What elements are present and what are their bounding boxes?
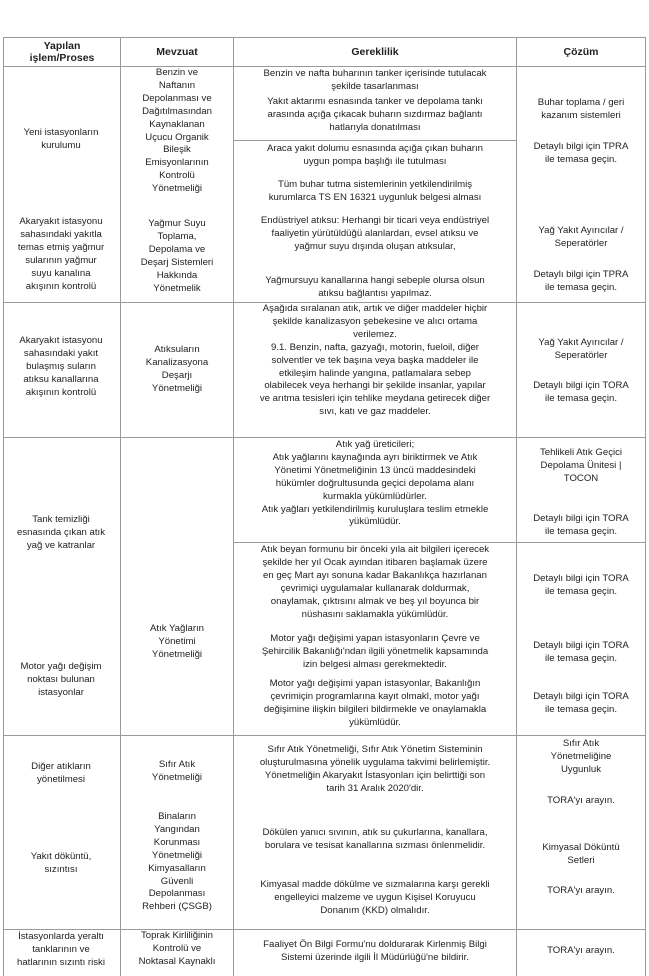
cell-mevzuat-benzin bbox=[142, 67, 212, 196]
text-line: istasyonlar bbox=[38, 686, 84, 698]
text-line: İstasyonlarda yeraltı bbox=[18, 931, 104, 942]
text-line: Yağmur Suyu bbox=[148, 218, 206, 229]
text-line: arasında açığa çıkacak buharın sızdırmaz bağlantı bbox=[267, 108, 483, 120]
text-line: Yağmursuyu kanallarına hangi sebeple olursa olsun bbox=[265, 275, 485, 286]
header-mevzuat: Mevzuat bbox=[156, 46, 198, 58]
cell-cozum-tehlikeli bbox=[540, 447, 622, 486]
text-line: Yağ Yakıt Ayırıcılar / bbox=[538, 337, 624, 348]
text-line: Detaylı bilgi için TPRA bbox=[533, 141, 629, 152]
text-line: Bileşik bbox=[163, 144, 191, 156]
cell-islem-yagmur bbox=[18, 216, 104, 293]
text-line: Sıfır Atık Yönetmeliği, Sıfır Atık Yönetim Sisteminin bbox=[267, 744, 483, 755]
text-line: ile temasa geçin. bbox=[544, 153, 617, 165]
text-line: Motor yağı değişimi yapan istasyonlar, Bakanlığın bbox=[269, 678, 481, 689]
text-line: ile temasa geçin. bbox=[545, 703, 617, 715]
text-line: Güvenli bbox=[160, 875, 194, 887]
text-line: 9.1. Benzin, nafta, gazyağı, motorin, fueloil, diğer bbox=[270, 341, 479, 353]
text-line: Yağ Yakıt Ayırıcılar / bbox=[538, 225, 624, 236]
text-line: hatlarıyla donatılması bbox=[329, 121, 421, 133]
text-line: kurmakla yükümlüdürler. bbox=[323, 490, 427, 502]
regulation-table bbox=[3, 37, 646, 976]
text-line: Uçucu Organik bbox=[145, 131, 209, 143]
text-line: Yönetmeliği bbox=[151, 771, 203, 783]
row-divider bbox=[3, 735, 646, 736]
text-line: Yönetmeliği bbox=[151, 382, 203, 394]
text-line: atıksu kanallarına bbox=[23, 373, 99, 385]
text-line: Yönetmeliğin Akaryakıt İstasyonları için belirttiği son bbox=[264, 769, 486, 781]
text-line: Şehircilik Bakanlığı'ndan ilgili yönetmelik kapsamında bbox=[261, 645, 489, 657]
text-line: Kaynaklanan bbox=[149, 118, 205, 130]
text-line: Buhar toplama / geri bbox=[537, 97, 625, 108]
text-line: faaliyetin yürütüldüğü alanlardan, evsel atıksu ve bbox=[271, 227, 479, 239]
text-line: Seperatörler bbox=[554, 237, 608, 249]
text-line: Benzin ve bbox=[155, 67, 199, 78]
cell-islem-dokuntu bbox=[31, 851, 92, 877]
cell-islem-atiksu bbox=[19, 335, 102, 400]
text-line: Motor yağı değişim bbox=[20, 661, 102, 672]
text-line: Kimyasal madde dökülme ve sızmalarına karşı gerekli bbox=[260, 879, 490, 890]
text-line: Sıfır Atık bbox=[158, 759, 196, 770]
header-cozum: Çözüm bbox=[563, 46, 599, 58]
text-line: Atık yağ üreticileri; bbox=[335, 439, 415, 450]
column-divider bbox=[120, 37, 121, 976]
header-gereklilik: Gereklilik bbox=[351, 46, 399, 58]
text-line: Yönetimi bbox=[158, 635, 196, 647]
cell-cozum-tpra1 bbox=[534, 141, 629, 167]
text-line: uygun pompa başlığı ile tutulması bbox=[303, 155, 447, 167]
text-line: onaylamak, çıktısını almak ve beş yıl boyunca bir bbox=[270, 595, 480, 607]
text-line: Detaylı bilgi için TORA bbox=[533, 573, 629, 584]
cell-gereklilik-r8 bbox=[263, 939, 487, 965]
cell-cozum-tora3 bbox=[533, 573, 629, 599]
text-line: Faaliyet Ön Bilgi Formu'nu doldurarak Kirlenmiş Bilgi bbox=[263, 939, 487, 950]
header-islem-line2: işlem/Proses bbox=[29, 52, 95, 64]
cell-cozum-tora4 bbox=[533, 640, 629, 666]
text-line: Detaylı bilgi için TORA bbox=[533, 691, 629, 702]
text-line: Akaryakıt istasyonu bbox=[19, 335, 103, 346]
text-line: akışının kontrolü bbox=[25, 386, 97, 398]
text-line: ile temasa geçin. bbox=[545, 525, 617, 537]
text-line: Toplama, bbox=[157, 230, 197, 242]
text-line: sızıntısı bbox=[44, 863, 78, 875]
cell-cozum-tora-ara3: TORA'yı arayın. bbox=[547, 945, 615, 956]
cell-cozum-tpra2 bbox=[534, 269, 629, 295]
cell-mevzuat-atik-yag bbox=[150, 623, 204, 662]
text-line: Kimyasal Döküntü bbox=[542, 842, 620, 853]
text-line: Depolama Ünitesi | bbox=[540, 459, 622, 471]
text-line: sıvı, katı ve gaz maddeler. bbox=[319, 406, 431, 418]
header-islem bbox=[4, 38, 120, 66]
row-divider bbox=[3, 929, 646, 930]
text-line: Hakkında bbox=[156, 269, 198, 281]
text-line: Seperatörler bbox=[554, 349, 608, 361]
text-line: Yönetimi Yönetmeliğinin 13 üncü maddesindeki bbox=[274, 464, 476, 476]
text-line: etkileşim halinde yangına, patlamalara sebep bbox=[278, 367, 471, 379]
text-line: sularının yağmur bbox=[25, 254, 97, 266]
column-divider bbox=[516, 37, 517, 976]
text-line: yağ ve katranlar bbox=[26, 539, 96, 551]
text-line: hükümler doğrultusunda geçici depolama alanı bbox=[275, 477, 475, 489]
text-line: borulara ve tesisat kanallarına sızması önlenmelidir. bbox=[264, 839, 486, 851]
cell-islem-motor bbox=[20, 661, 101, 700]
text-line: Naftanın bbox=[158, 79, 196, 91]
cell-mevzuat-binalar bbox=[142, 811, 212, 914]
text-line: yağmur suyu dışında oluşan atıksular, bbox=[294, 240, 456, 252]
text-line: şekilde kanalizasyon şebekesine ve alıcı ortama bbox=[272, 315, 478, 327]
row-divider bbox=[3, 66, 646, 67]
text-line: Yeni istasyonların bbox=[23, 127, 99, 138]
text-line: kazanım sistemleri bbox=[541, 109, 621, 121]
cell-cozum-sifir bbox=[551, 738, 612, 777]
text-line: Kontrolü bbox=[159, 170, 195, 182]
cell-cozum-tora-ara1: TORA'yı arayın. bbox=[547, 795, 615, 806]
cell-gereklilik-r1a bbox=[264, 68, 487, 94]
text-line: Detaylı bilgi için TPRA bbox=[533, 269, 629, 280]
text-line: Depolanması ve bbox=[142, 92, 212, 104]
text-line: Deşarjı bbox=[161, 369, 193, 381]
text-line: şekilde her yıl Ocak ayından itibaren başlamak üzere bbox=[262, 556, 488, 568]
cell-gereklilik-r1b bbox=[267, 96, 483, 135]
text-line: ile temasa geçin. bbox=[545, 652, 617, 664]
cell-gereklilik-r5c bbox=[264, 678, 486, 730]
text-line: Atık Yağların bbox=[149, 623, 205, 634]
text-line: Yönetmeliği bbox=[151, 648, 203, 660]
text-line: engelleyici malzeme ve uygun Kişisel Koruyucu bbox=[274, 891, 476, 903]
text-line: Detaylı bilgi için TORA bbox=[533, 640, 629, 651]
text-line: Tehlikeli Atık Geçici bbox=[539, 447, 623, 458]
text-line: Toprak Kirliliğinin bbox=[141, 930, 213, 941]
column-divider bbox=[645, 37, 646, 976]
text-line: Yönetmelik bbox=[153, 282, 201, 294]
text-line: Detaylı bilgi için TORA bbox=[533, 513, 629, 524]
text-line: atıksu bağlantısı yapılmaz. bbox=[318, 287, 432, 299]
text-line: Detaylı bilgi için TORA bbox=[533, 380, 629, 391]
text-line: olabilecek veya herhangi bir şekilde insanlar, yapılar bbox=[264, 380, 486, 392]
text-line: Diğer atıkların bbox=[31, 761, 91, 772]
text-line: nüshasını saklamakla yükümlüdür. bbox=[301, 608, 449, 620]
text-line: Benzin ve nafta buharının tanker içerisinde tutulacak bbox=[263, 68, 487, 79]
text-line: şekilde tasarlanması bbox=[331, 80, 419, 92]
cell-cozum-tora5 bbox=[533, 691, 629, 717]
cell-gereklilik-r2a bbox=[261, 215, 489, 254]
cell-mevzuat-sifir bbox=[152, 759, 202, 785]
column-divider bbox=[3, 37, 4, 976]
text-line: çevrimiçin programlarına kayıt olmakl, motor yağı bbox=[270, 690, 480, 702]
cell-gereklilik-r2b bbox=[265, 275, 485, 301]
text-line: TOCON bbox=[563, 472, 599, 484]
text-line: Kanalizasyona bbox=[145, 356, 209, 368]
text-line: Uygunluk bbox=[561, 763, 601, 775]
text-line: Depolama ve bbox=[148, 243, 206, 255]
text-line: sahasındaki yakıt bbox=[23, 347, 99, 359]
text-line: Yangından bbox=[154, 823, 200, 835]
text-line: bulaşmış suların bbox=[26, 360, 96, 372]
text-line: Aşağıda sıralanan atık, artık ve diğer maddeler hiçbir bbox=[262, 303, 488, 314]
text-line: Tank temizliği bbox=[32, 514, 90, 525]
text-line: verilemez. bbox=[353, 328, 397, 340]
cell-mevzuat-toprak bbox=[139, 930, 216, 969]
cell-cozum-kimyasal bbox=[542, 842, 619, 868]
text-line: sahasındaki yakıtla bbox=[20, 228, 102, 240]
text-line: Setleri bbox=[567, 854, 595, 866]
text-line: oluşturulmasına yönelik uygulama takvimi belirlemiştir. bbox=[259, 756, 491, 768]
text-line: temas etmiş yağmur bbox=[17, 241, 105, 253]
text-line: ile temasa geçin. bbox=[544, 281, 617, 293]
text-line: çevrimiçi uygulamalar kullanarak doldurmak, bbox=[280, 582, 470, 594]
cell-gereklilik-r7a bbox=[262, 827, 487, 853]
cell-mevzuat-atiksu bbox=[146, 344, 208, 396]
text-line: Yönetmeliğine bbox=[550, 750, 612, 762]
text-line: Depolanması bbox=[148, 888, 206, 900]
text-line: izin belgesi alması gerekmektedir. bbox=[303, 658, 447, 670]
text-line: akışının kontrolü bbox=[25, 280, 97, 292]
text-line: Akaryakıt istasyonu bbox=[19, 216, 103, 227]
row-divider bbox=[233, 140, 516, 141]
text-line: Atık yağları yetkilendirilmiş kuruluşlara teslim etmekle bbox=[261, 503, 489, 515]
text-line: Emisyonlarının bbox=[145, 157, 209, 169]
column-divider bbox=[233, 37, 234, 976]
text-line: tanklarının ve bbox=[32, 943, 90, 955]
text-line: Binaların bbox=[158, 811, 196, 822]
cell-cozum-tora-ara2: TORA'yı arayın. bbox=[547, 885, 615, 896]
cell-gereklilik-r4 bbox=[262, 439, 489, 529]
text-line: Donanım (KKD) olmalıdır. bbox=[320, 904, 430, 916]
text-line: Yönetmeliği bbox=[151, 183, 203, 195]
text-line: Yakıt aktarımı esnasında tanker ve depolama tankı bbox=[267, 96, 483, 107]
cell-cozum-tora1 bbox=[533, 380, 629, 406]
cell-gereklilik-r1c bbox=[267, 143, 483, 169]
cell-cozum-tora2 bbox=[533, 513, 629, 539]
text-line: solventler ve tek başına veya başka maddeler ile bbox=[271, 354, 479, 366]
cell-islem-yeralti bbox=[17, 931, 105, 970]
cell-mevzuat-yagmur bbox=[141, 218, 214, 295]
row-divider bbox=[3, 437, 646, 438]
cell-gereklilik-r5a bbox=[261, 544, 489, 621]
text-line: Dağıtılmasından bbox=[142, 105, 212, 117]
cell-islem-yeni-istasyon bbox=[24, 127, 99, 153]
row-divider bbox=[233, 542, 646, 543]
text-line: Rehberi (ÇSGB) bbox=[142, 901, 212, 913]
text-line: Yakıt döküntü, bbox=[30, 851, 92, 862]
text-line: ve arıtma tesisleri için tehlike meydana getirecek diğer bbox=[259, 393, 491, 405]
cell-cozum-buhar bbox=[538, 97, 624, 123]
text-line: Korunması bbox=[153, 836, 201, 848]
cell-gereklilik-r6 bbox=[260, 744, 490, 796]
text-line: ile temasa geçin. bbox=[545, 392, 617, 404]
text-line: Sistemi üzerinde ilgili İl Müdürlüğü'ne bildirir. bbox=[281, 951, 469, 963]
cell-gereklilik-r3 bbox=[260, 303, 490, 419]
text-line: suyu kanalına bbox=[31, 267, 91, 279]
text-line: kurulumu bbox=[41, 139, 81, 151]
text-line: Atık beyan formunu bir önceki yıla ait bilgileri içerecek bbox=[260, 544, 490, 555]
text-line: Kimyasalların bbox=[148, 862, 206, 874]
text-line: kurumlarca TS EN 16321 uygunluk belgesi alması bbox=[268, 191, 482, 203]
text-line: Motor yağı değişimi yapan istasyonların Çevre ve bbox=[270, 633, 480, 644]
text-line: Sıfır Atık bbox=[562, 738, 600, 749]
text-line: Yönetmeliği bbox=[151, 849, 203, 861]
text-line: Noktasal Kaynaklı bbox=[138, 955, 216, 967]
text-line: Atık yağlarını kaynağında ayrı biriktirmek ve Atık bbox=[272, 451, 478, 463]
text-line: Tüm buhar tutma sistemlerinin yetkilendirilmiş bbox=[277, 179, 473, 190]
text-line: Endüstriyel atıksu: Herhangi bir ticari veya endüstriyel bbox=[260, 215, 490, 226]
text-line: ile temasa geçin. bbox=[545, 585, 617, 597]
text-line: yükümlüdür. bbox=[349, 516, 401, 528]
text-line: Deşarj Sistemleri bbox=[140, 256, 214, 268]
cell-islem-diger bbox=[31, 761, 91, 787]
text-line: en geç Mart ayı sonuna kadar Bakanlıkça hazırlanan bbox=[262, 569, 487, 581]
text-line: Atıksuların bbox=[154, 344, 200, 355]
cell-gereklilik-r7b bbox=[260, 879, 489, 918]
cell-islem-tank bbox=[17, 514, 105, 553]
header-islem-line1: Yapılan bbox=[43, 40, 81, 52]
text-line: yükümlüdür. bbox=[349, 716, 401, 728]
cell-gereklilik-r5b bbox=[262, 633, 488, 672]
text-line: Kontrolü ve bbox=[152, 942, 202, 954]
text-line: yönetilmesi bbox=[37, 773, 85, 785]
text-line: değişimine ilişkin bilgileri bildirmekle ve onaylamakla bbox=[263, 703, 487, 715]
text-line: Dökülen yanıcı sıvının, atık su çukurlarına, kanallara, bbox=[262, 827, 488, 838]
text-line: Araca yakıt dolumu esnasında açığa çıkan buharın bbox=[267, 143, 483, 154]
text-line: tarih 31 Aralık 2020'dir. bbox=[326, 782, 424, 794]
cell-cozum-yag1 bbox=[538, 225, 623, 251]
cell-gereklilik-r1d bbox=[269, 179, 482, 205]
text-line: hatlarının sızıntı riski bbox=[17, 956, 105, 968]
cell-cozum-yag2 bbox=[538, 337, 623, 363]
text-line: esnasında çıkan atık bbox=[17, 526, 105, 538]
text-line: noktası bulunan bbox=[27, 673, 95, 685]
